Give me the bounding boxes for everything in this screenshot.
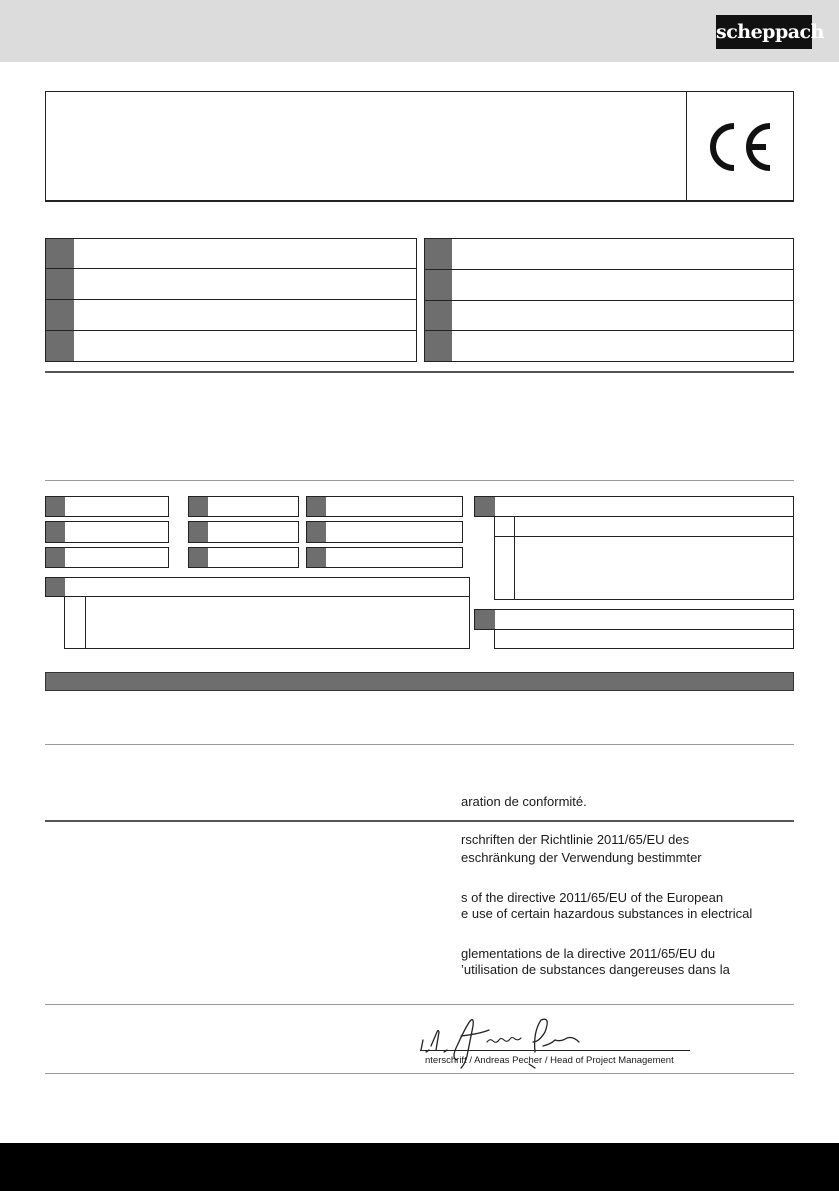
panel-indent-line bbox=[514, 517, 515, 599]
directive-box bbox=[306, 521, 463, 543]
directive-marker bbox=[189, 497, 208, 516]
field-marker bbox=[46, 239, 74, 268]
field-marker bbox=[425, 239, 452, 269]
field-row bbox=[424, 238, 794, 270]
declaration-fr-line1: glementations de la directive 2011/65/EU du bbox=[461, 946, 716, 961]
divider bbox=[45, 744, 794, 745]
field-row bbox=[424, 330, 794, 362]
directive-marker bbox=[475, 497, 495, 516]
divider bbox=[45, 371, 794, 373]
ce-mark-icon bbox=[704, 120, 776, 174]
header-band bbox=[0, 0, 839, 62]
divider bbox=[45, 1004, 794, 1005]
field-marker bbox=[425, 270, 452, 300]
directive-marker bbox=[307, 548, 326, 567]
signature-caption: nterschrift / Andreas Pecher / Head of Project Management bbox=[425, 1055, 674, 1066]
divider bbox=[45, 1073, 794, 1074]
scheppach-logo: scheppach bbox=[716, 15, 812, 49]
declaration-fr-line2: ’utilisation de substances dangereuses dans la bbox=[461, 962, 730, 977]
field-marker bbox=[46, 269, 74, 299]
directive-marker bbox=[46, 548, 65, 567]
ce-divider bbox=[686, 91, 687, 202]
directive-marker bbox=[46, 522, 65, 542]
footer-band bbox=[0, 1143, 839, 1191]
directive-marker bbox=[307, 497, 326, 516]
signature-line bbox=[420, 1050, 690, 1051]
directive-box bbox=[306, 547, 463, 568]
directive-marker bbox=[46, 497, 65, 516]
directive-panel-header bbox=[474, 609, 794, 630]
field-marker bbox=[46, 300, 74, 330]
directive-marker bbox=[475, 610, 495, 629]
field-row bbox=[45, 330, 417, 362]
section-bar bbox=[45, 672, 794, 691]
directive-panel-header bbox=[45, 577, 470, 597]
field-marker bbox=[425, 301, 452, 330]
directive-panel-body bbox=[64, 596, 470, 649]
field-row bbox=[424, 300, 794, 331]
field-row bbox=[424, 269, 794, 301]
field-row bbox=[45, 299, 417, 331]
declaration-de-line2: eschränkung der Verwendung bestimmter bbox=[461, 850, 702, 865]
directive-marker bbox=[189, 548, 208, 567]
divider bbox=[45, 820, 794, 822]
declaration-en-line1: s of the directive 2011/65/EU of the European bbox=[461, 890, 724, 905]
panel-indent-line bbox=[85, 597, 86, 648]
field-marker bbox=[425, 331, 452, 361]
directive-panel-body bbox=[494, 629, 794, 649]
divider bbox=[45, 480, 794, 481]
field-row bbox=[45, 268, 417, 300]
directive-box bbox=[306, 496, 463, 517]
declaration-title: aration de conformité. bbox=[461, 794, 587, 809]
title-box bbox=[45, 91, 794, 202]
field-marker bbox=[46, 331, 74, 361]
directive-panel-body bbox=[494, 516, 794, 537]
directive-panel-body bbox=[494, 536, 794, 600]
field-row bbox=[45, 238, 417, 269]
declaration-en-line2: e use of certain hazardous substances in electrical bbox=[461, 906, 753, 921]
directive-marker bbox=[307, 522, 326, 542]
directive-marker bbox=[189, 522, 208, 542]
directive-marker bbox=[46, 578, 65, 596]
directive-panel-header bbox=[474, 496, 794, 517]
declaration-de-line1: rschriften der Richtlinie 2011/65/EU des bbox=[461, 832, 690, 847]
